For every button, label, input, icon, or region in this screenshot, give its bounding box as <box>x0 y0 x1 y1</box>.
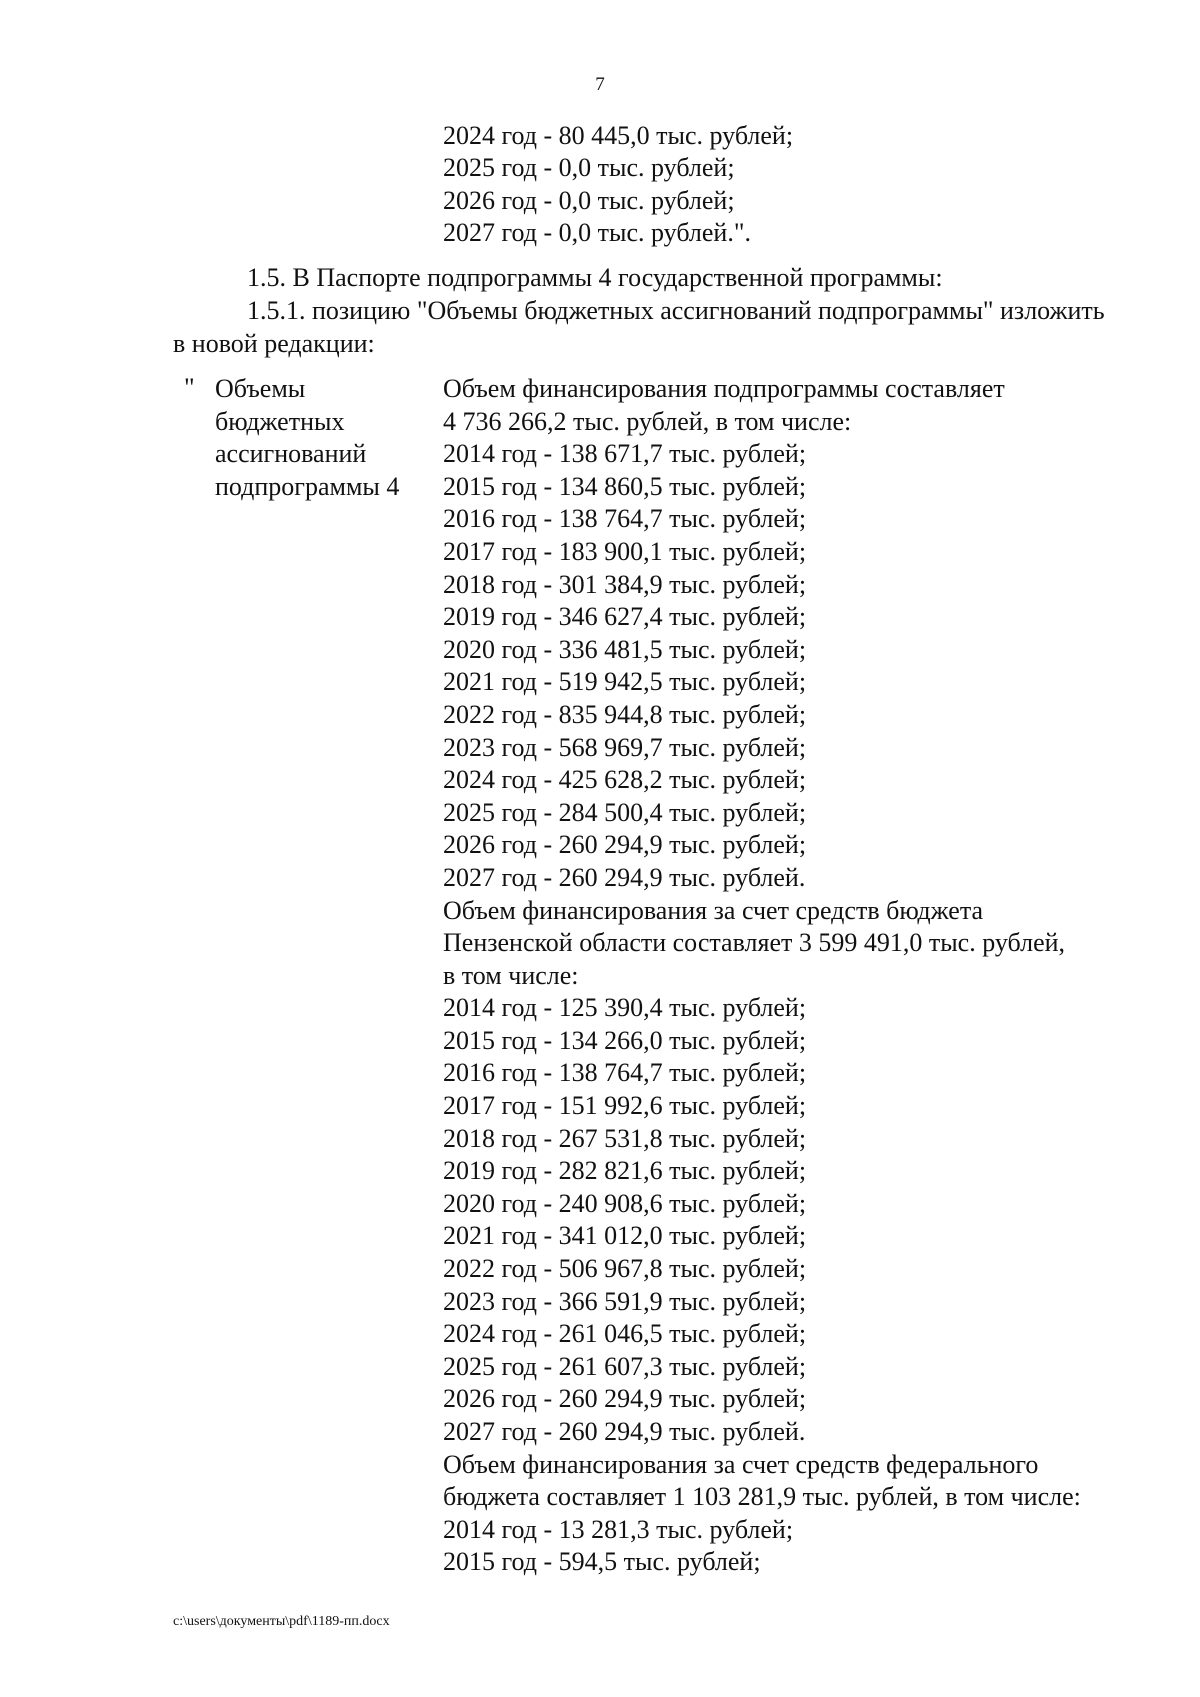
content-line: 2026 год - 260 294,9 тыс. рублей; <box>443 1384 807 1414</box>
content-line: 2026 год - 260 294,9 тыс. рублей; <box>443 830 807 860</box>
content-line: 2014 год - 125 390,4 тыс. рублей; <box>443 993 807 1023</box>
top-line-4: 2027 год - 0,0 тыс. рублей.". <box>443 218 751 247</box>
section-1-5-1-continuation: в новой редакции: <box>173 329 375 358</box>
content-line: 2018 год - 267 531,8 тыс. рублей; <box>443 1123 807 1153</box>
content-line: Объем финансирования подпрограммы составляет <box>443 374 1005 403</box>
label-line: ассигнований <box>215 439 367 469</box>
content-line: 2021 год - 519 942,5 тыс. рублей; <box>443 667 807 697</box>
content-line: 2016 год - 138 764,7 тыс. рублей; <box>443 1058 807 1088</box>
content-line: 2022 год - 835 944,8 тыс. рублей; <box>443 699 807 729</box>
content-line: 2024 год - 261 046,5 тыс. рублей; <box>443 1319 807 1349</box>
content-line: Пензенской области составляет 3 599 491,0 тыс. рублей, <box>443 928 1066 958</box>
top-line-1: 2024 год - 80 445,0 тыс. рублей; <box>443 121 794 150</box>
table-content-column <box>443 373 1081 1579</box>
table-label-column <box>215 373 399 503</box>
content-line: 2027 год - 260 294,9 тыс. рублей. <box>443 1417 806 1446</box>
content-line: 2015 год - 134 266,0 тыс. рублей; <box>443 1025 807 1055</box>
content-line: 2019 год - 346 627,4 тыс. рублей; <box>443 602 807 632</box>
content-line: 2024 год - 425 628,2 тыс. рублей; <box>443 765 807 795</box>
top-line-2: 2025 год - 0,0 тыс. рублей; <box>443 153 735 182</box>
content-line: 2023 год - 366 591,9 тыс. рублей; <box>443 1286 807 1316</box>
content-line: 2014 год - 13 281,3 тыс. рублей; <box>443 1514 794 1544</box>
content-line: 2020 год - 240 908,6 тыс. рублей; <box>443 1188 807 1218</box>
label-line: бюджетных <box>215 406 345 436</box>
content-line: 2014 год - 138 671,7 тыс. рублей; <box>443 439 807 469</box>
page-number: 7 <box>595 74 605 95</box>
content-line: 2015 год - 134 860,5 тыс. рублей; <box>443 471 807 501</box>
content-line: 2027 год - 260 294,9 тыс. рублей. <box>443 862 806 892</box>
content-line: 2017 год - 151 992,6 тыс. рублей; <box>443 1091 807 1121</box>
content-line: 4 736 266,2 тыс. рублей, в том числе: <box>443 406 852 436</box>
content-line: в том числе: <box>443 960 579 990</box>
content-line: 2016 год - 138 764,7 тыс. рублей; <box>443 504 807 534</box>
section-1-5-1-text: 1.5.1. позицию "Объемы бюджетных ассигнований подпрограммы" изложить <box>247 296 1105 325</box>
content-line: 2023 год - 568 969,7 тыс. рублей; <box>443 732 807 762</box>
top-line-3: 2026 год - 0,0 тыс. рублей; <box>443 186 735 215</box>
content-line: бюджета составляет 1 103 281,9 тыс. рублей, в том числе: <box>443 1482 1081 1512</box>
label-line: Объемы <box>215 374 306 403</box>
content-line: Объем финансирования за счет средств федерального <box>443 1449 1039 1479</box>
content-line: 2022 год - 506 967,8 тыс. рублей; <box>443 1254 807 1284</box>
content-line: 2025 год - 284 500,4 тыс. рублей; <box>443 797 807 827</box>
content-line: 2021 год - 341 012,0 тыс. рублей; <box>443 1221 807 1251</box>
content-line: Объем финансирования за счет средств бюджета <box>443 895 984 925</box>
footer-file-path: c:\users\документы\pdf\1189-пп.docx <box>173 1614 390 1629</box>
section-1-5-heading: 1.5. В Паспорте подпрограммы 4 государственной программы: <box>247 263 943 292</box>
content-line: 2020 год - 336 481,5 тыс. рублей; <box>443 634 807 664</box>
content-line: 2017 год - 183 900,1 тыс. рублей; <box>443 536 807 566</box>
content-line: 2025 год - 261 607,3 тыс. рублей; <box>443 1351 807 1381</box>
label-line: подпрограммы 4 <box>215 471 400 501</box>
content-line: 2019 год - 282 821,6 тыс. рублей; <box>443 1156 807 1186</box>
opening-quote-mark: " <box>184 373 195 402</box>
content-line: 2018 год - 301 384,9 тыс. рублей; <box>443 569 807 599</box>
content-line: 2015 год - 594,5 тыс. рублей; <box>443 1547 761 1577</box>
